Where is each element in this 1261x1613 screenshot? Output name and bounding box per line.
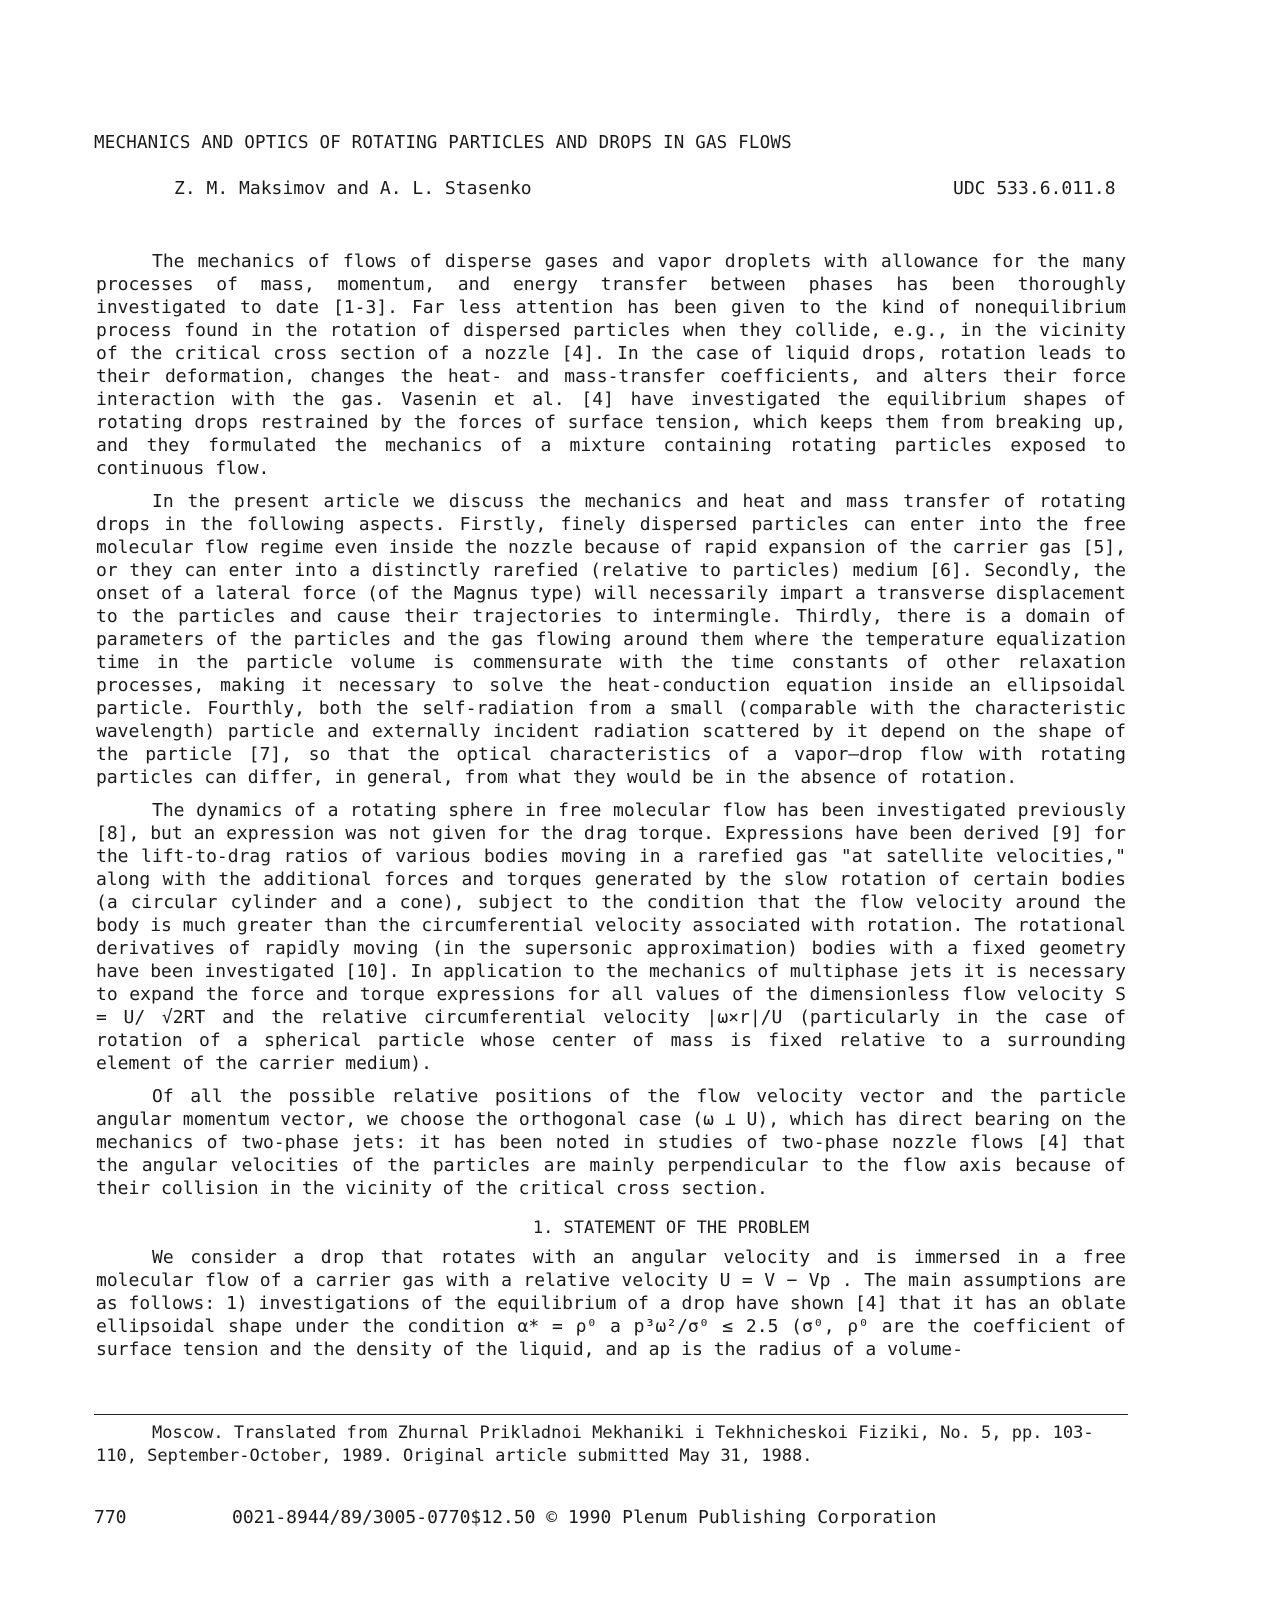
- paragraph-intro: The mechanics of flows of disperse gases and vapor droplets with allowance for the many processes of mass, momentum, and energy transfer between phases has been thoroughly investigated to date [1-3]. Far less attention has been given to the kind of nonequilibrium process found in the rotation of dispersed particles when they collide, e.g., in the vicinity of the critical cross section of a nozzle [4]. In the case of liquid drops, rotation leads to their deformation, changes the heat- and mass-transfer coefficients, and alters their force interaction with the gas. Vasenin et al. [4] have investigated the equilibrium shapes of rotating drops restrained by the forces of surface tension, which keeps them from breaking up, and they formulated the mechanics of a mixture containing rotating particles exposed to continuous flow.: [96, 251, 1126, 479]
- paragraph-aspects: In the present article we discuss the mechanics and heat and mass transfer of rotating drops in the following aspects. Firstly, finely dispersed particles can enter into the free molecular flow regime even inside the nozzle because of rapid expansion of the carrier gas [5], or they can enter into a distinctly rarefied (relative to particles) medium [6]. Secondly, the onset of a lateral force (of the Magnus type) will necessarily impart a transverse displacement to the particles and cause their trajectories to intermingle. Thirdly, there is a domain of parameters of the particles and the gas flowing around them where the temperature equalization time in the particle volume is commensurate with the time constants of other relaxation processes, making it necessary to solve the heat-conduction equation inside an ellipsoidal particle. Fourthly, both the self-radiation from a small (comparable with the characteristic wavelength) particle and externally incident radiation scattered by it depend on the shape of the particle [7], so that the optical characteristics of a vapor—drop flow with rotating particles can differ, in general, from what they would be in the absence of rotation.: [96, 491, 1126, 788]
- footnote: Moscow. Translated from Zhurnal Prikladnoi Mekhaniki i Tekhnicheskoi Fiziki, No. 5, pp. 103-110, September-October, 1989. Original article submitted May 31, 1988.: [96, 1423, 1094, 1466]
- article-body: [96, 250, 1126, 1371]
- paragraph-orthogonal: Of all the possible relative positions of the flow velocity vector and the particle angular momentum vector, we choose the orthogonal case (ω ⊥ U), which has direct bearing on the mechanics of two-phase jets: it has been noted in studies of two-phase nozzle flows [4] that the angular velocities of the particles are mainly perpendicular to the flow axis because of their collision in the vicinity of the critical cross section.: [96, 1086, 1126, 1199]
- copyright-line: 0021-8944/89/3005-0770$12.50 © 1990 Plenum Publishing Corporation: [232, 1507, 937, 1528]
- section-heading: 1. STATEMENT OF THE PROBLEM: [532, 1218, 810, 1238]
- paper-title: MECHANICS AND OPTICS OF ROTATING PARTICLES AND DROPS IN GAS FLOWS: [94, 133, 792, 153]
- page-number: 770: [94, 1507, 127, 1528]
- author-line: Z. M. Maksimov and A. L. Stasenko: [174, 178, 532, 199]
- footnote-divider: [94, 1414, 1128, 1415]
- paragraph-dynamics: The dynamics of a rotating sphere in free molecular flow has been investigated previously [8], but an expression was not given for the drag torque. Expressions have been derived [9] for the lift-to-drag ratios of various bodies moving in a rarefied gas "at satellite velocities," along with the additional forces and torques generated by the slow rotation of certain bodies (a circular cylinder and a cone), subject to the condition that the flow velocity around the body is much greater than the circumferential velocity associated with rotation. The rotational derivatives of rapidly moving (in the supersonic approximation) bodies with a fixed geometry have been investigated [10]. In application to the mechanics of multiphase jets it is necessary to expand the force and torque expressions for all values of the dimensionless flow velocity S = U/ √2RT and the relative circumferential velocity |ω×r|/U (particularly in the case of rotation of a spherical particle whose center of mass is fixed relative to a surrounding element of the carrier medium).: [96, 800, 1126, 1074]
- paragraph-statement: We consider a drop that rotates with an angular velocity and is immersed in a free molecular flow of a carrier gas with a relative velocity U = V − Vp . The main assumptions are as follows: 1) investigations of the equilibrium of a drop have shown [4] that it has an oblate ellipsoidal shape under the condition α* = ρ⁰ a p³ω²/σ⁰ ≤ 2.5 (σ⁰, ρ⁰ are the coefficient of surface tension and the density of the liquid, and ap is the radius of a volume-: [96, 1247, 1126, 1360]
- udc-code: UDC 533.6.011.8: [953, 178, 1116, 199]
